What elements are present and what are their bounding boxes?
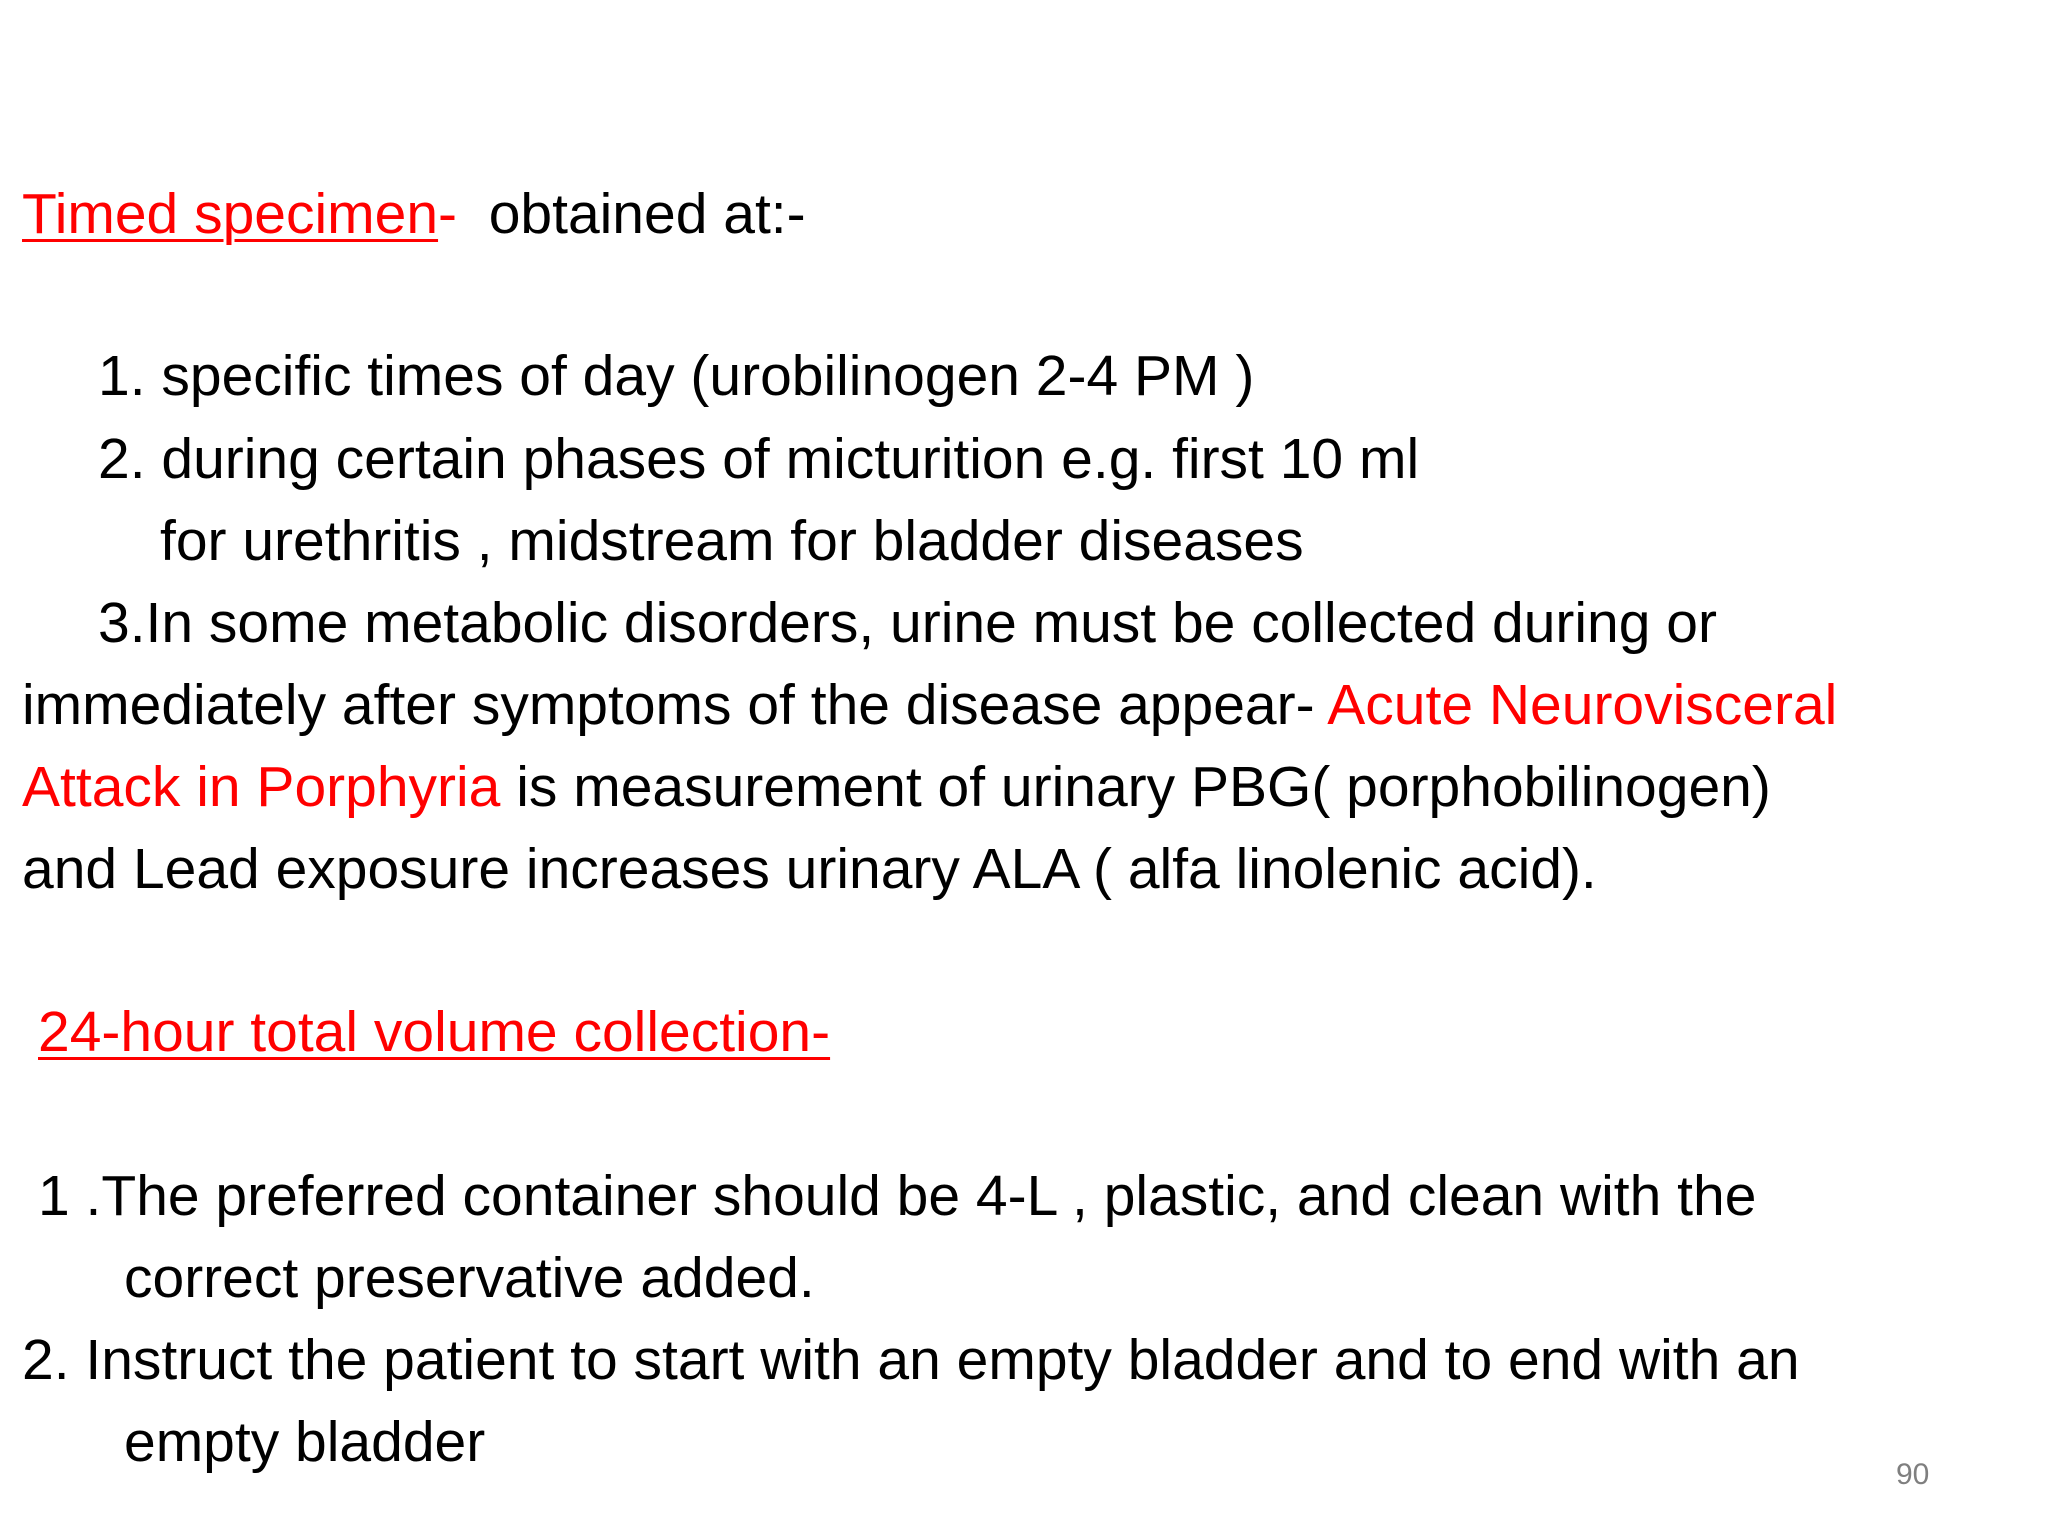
timed-item-2-line-2: for urethritis , midstream for bladder diseases xyxy=(160,509,1304,573)
timed-item-3-line-4: and Lead exposure increases urinary ALA ( alfa linolenic acid). xyxy=(22,837,1597,901)
pbg-measurement-text: is measurement of urinary PBG( porphobilinogen) xyxy=(500,755,1771,819)
porphyria-highlight-part-1: Acute Neurovisceral xyxy=(1327,673,1838,737)
timed-item-1: 1. specific times of day (urobilinogen 2-4 PM ) xyxy=(98,344,1255,408)
page-number: 90 xyxy=(1896,1458,1930,1491)
collection-step-1-line-2: correct preservative added. xyxy=(124,1246,815,1310)
timed-item-3-text: immediately after symptoms of the disease appear- xyxy=(22,673,1328,737)
timed-specimen-intro: obtained at:- xyxy=(457,182,806,246)
timed-specimen-heading: Timed specimen xyxy=(22,182,439,246)
collection-heading: 24-hour total volume collection- xyxy=(38,1000,831,1064)
collection-step-2-line-2: empty bladder xyxy=(124,1410,486,1474)
collection-step-1-line-1: 1 .The preferred container should be 4-L , plastic, and clean with the xyxy=(38,1164,1757,1228)
timed-item-3-line-1: 3.In some metabolic disorders, urine must be collected during or xyxy=(98,591,1717,655)
porphyria-highlight-part-2: Attack in Porphyria xyxy=(22,755,501,819)
collection-heading-line xyxy=(38,996,830,1068)
timed-item-3-line-3 xyxy=(22,751,1771,823)
timed-item-3-line-2 xyxy=(22,669,1837,741)
timed-item-2-line-1: 2. during certain phases of micturition e.g. first 10 ml xyxy=(98,427,1420,491)
timed-specimen-heading-dash: - xyxy=(438,182,458,246)
collection-step-2-line-1: 2. Instruct the patient to start with an empty bladder and to end with an xyxy=(22,1328,1800,1392)
timed-specimen-heading-line xyxy=(22,178,806,250)
